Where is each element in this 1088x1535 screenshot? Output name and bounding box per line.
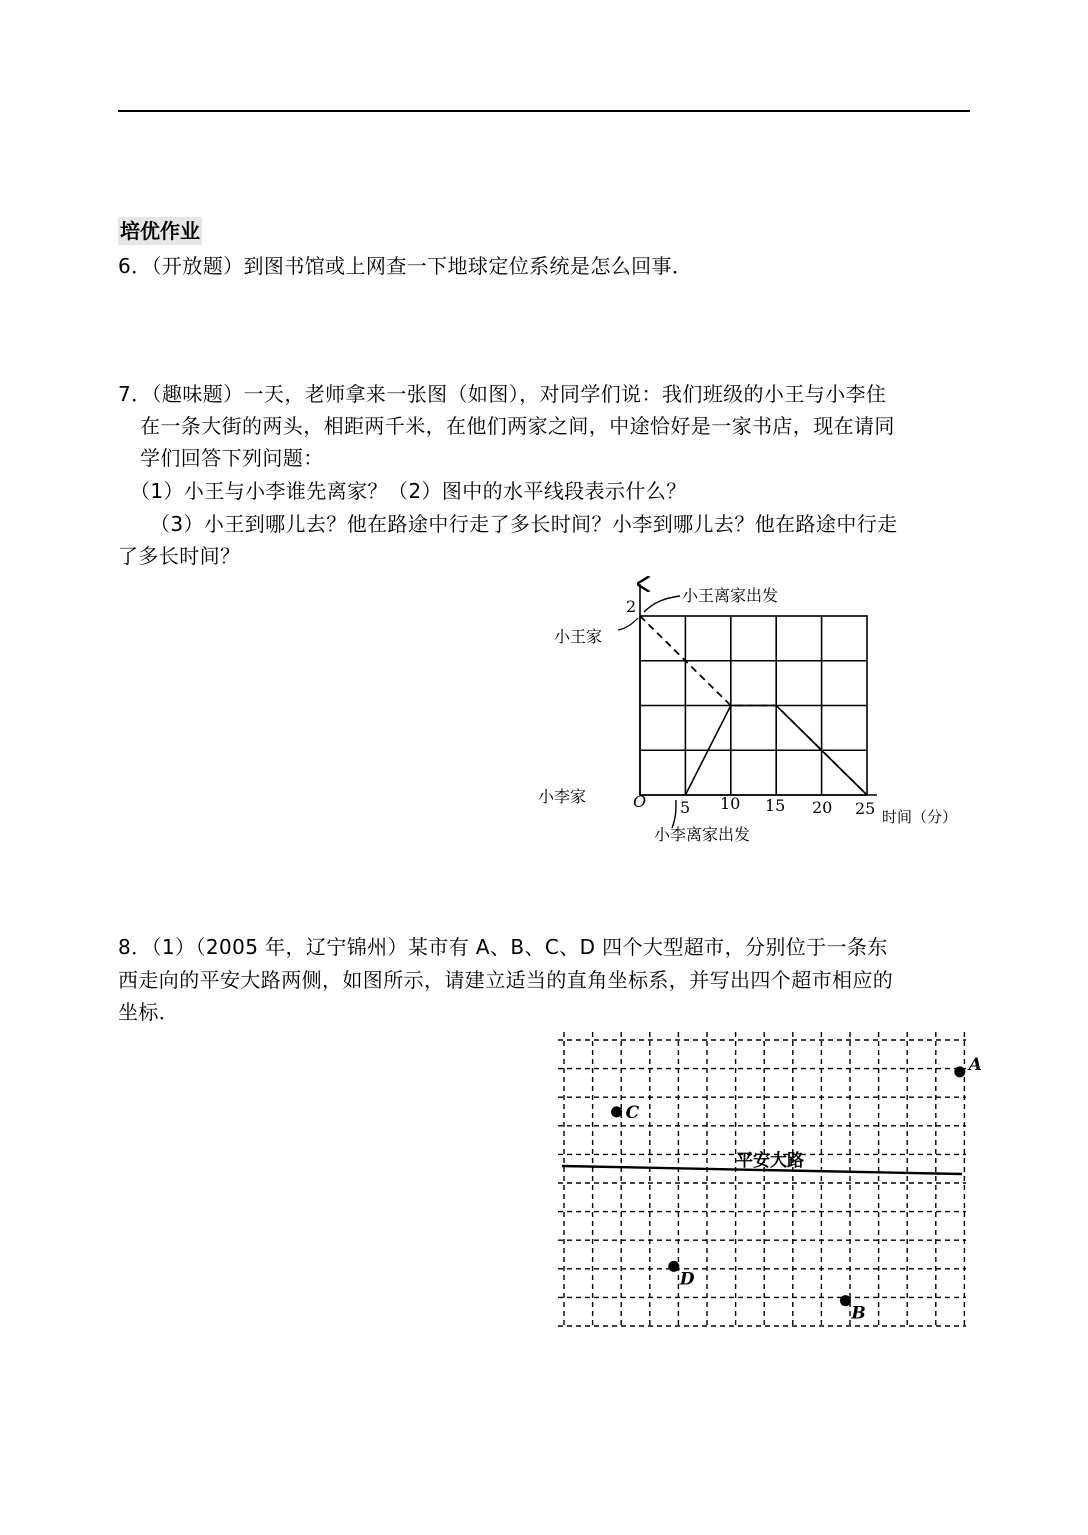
q7-annot-wang-depart: 小王离家出发 — [682, 586, 779, 605]
question-7-subq-3: （3）小王到哪儿去？他在路途中行走了多长时间？小李到哪儿去？他在路途中行走 — [150, 512, 898, 536]
q7-x-tick-5: 5 — [680, 798, 691, 817]
q8-point-label-a: A — [968, 1054, 983, 1075]
q8-point-label-b: B — [851, 1303, 866, 1324]
question-7-subq-1-2: （1）小王与小李谁先离家？（2）图中的水平线段表示什么？ — [130, 479, 687, 503]
q8-point-label-d: D — [679, 1269, 695, 1290]
q8-supermarket-grid-figure — [554, 1030, 983, 1330]
q7-label-wang-home: 小王家 — [554, 627, 603, 646]
q8-point-d — [668, 1261, 679, 1272]
q8-point-c — [611, 1106, 622, 1117]
q7-annot-li-depart: 小李离家出发 — [654, 825, 751, 844]
q7-x-tick-15: 15 — [765, 796, 786, 815]
q7-x-tick-25: 25 — [855, 799, 876, 818]
q8-points — [611, 1055, 982, 1324]
question-7-line-2: 在一条大街的两头，相距两千米，在他们两家之间，中途恰好是一家书店，现在请同 — [140, 414, 895, 438]
header-rule — [118, 110, 970, 112]
q7-origin: O — [633, 792, 647, 811]
q8-road-label: 平安大路 — [736, 1151, 804, 1171]
question-8-line-1: 8．（1）（2005 年，辽宁锦州）某市有 A、B、C、D 四个大型超市，分别位于一条东 — [118, 935, 888, 959]
q7-label-li-home: 小李家 — [538, 787, 587, 806]
question-7-line-3: 学们回答下列问题： — [140, 446, 324, 470]
q8-dashed-grid — [558, 1032, 966, 1326]
question-7-subq-3-cont: 了多长时间？ — [118, 544, 241, 568]
question-7-line-1: 7．（趣味题）一天，老师拿来一张图（如图），对同学们说：我们班级的小王与小李住 — [118, 382, 887, 406]
q7-distance-time-figure — [530, 578, 970, 858]
q8-point-label-c: C — [625, 1102, 640, 1123]
section-title: 培优作业 — [120, 219, 200, 243]
question-8-line-2: 西走向的平安大路两侧，如图所示，请建立适当的直角坐标系，并写出四个超市相应的 — [118, 968, 894, 992]
q7-x-tick-10: 10 — [720, 794, 741, 813]
question-8-line-3: 坐标． — [118, 1000, 180, 1024]
q7-y-tick: 2 — [626, 597, 637, 616]
q7-x-tick-20: 20 — [812, 798, 833, 817]
q7-wang-depart-pointer — [644, 596, 680, 612]
q7-wang-home-pointer — [618, 618, 638, 630]
q7-li-depart-pointer — [672, 800, 676, 828]
question-6: 6．（开放题）到图书馆或上网查一下地球定位系统是怎么回事． — [118, 254, 693, 278]
q8-point-a — [954, 1066, 965, 1077]
q8-point-b — [840, 1295, 851, 1306]
q7-x-label: 时间（分） — [882, 808, 958, 826]
